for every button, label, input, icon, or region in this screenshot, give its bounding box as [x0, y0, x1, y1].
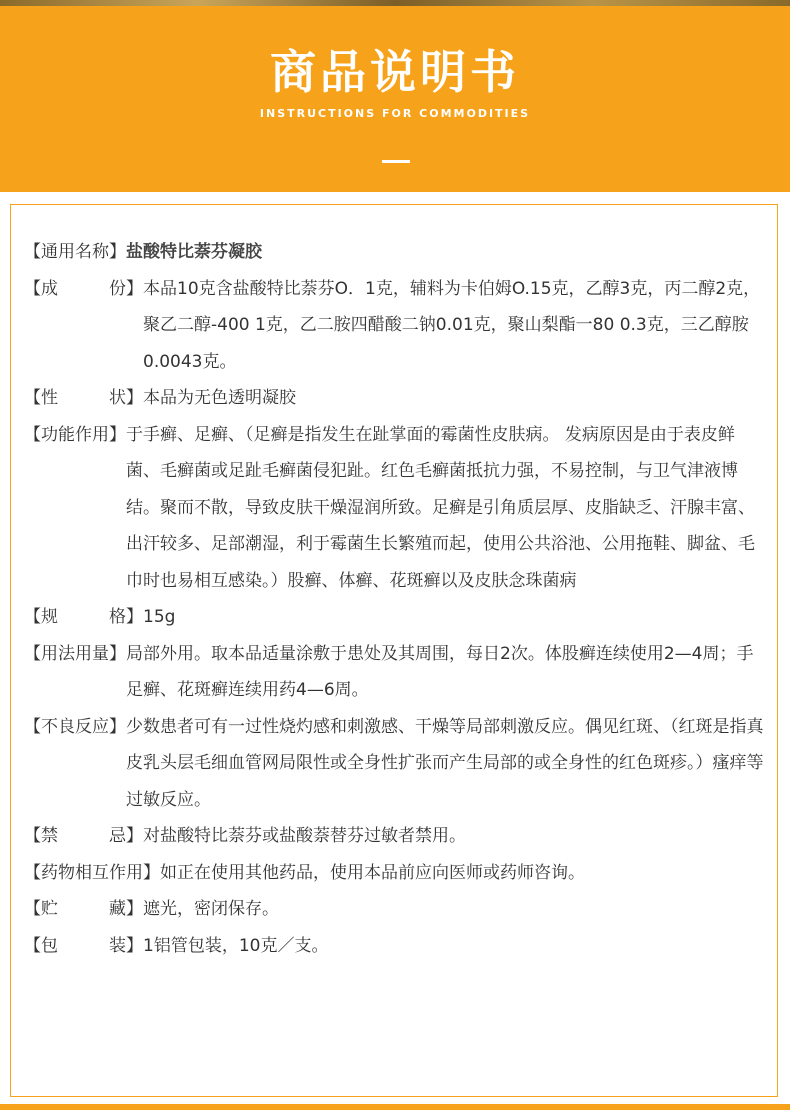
spec-row: [24, 891, 768, 928]
label-open-bracket: 【: [24, 862, 41, 883]
spec-label: [24, 271, 143, 381]
label-open-bracket: 【: [24, 242, 41, 262]
spec-label-text: [41, 891, 126, 928]
label-open-bracket: 【: [24, 643, 41, 664]
spec-label-char: 状: [109, 388, 126, 408]
spec-label-char: 藏: [109, 899, 126, 919]
label-close-bracket: 】: [109, 242, 126, 262]
spec-label-text: 功能作用: [41, 424, 109, 445]
spec-label: [24, 636, 126, 709]
spec-value: 对盐酸特比萘芬或盐酸萘替芬过敏者禁用。: [143, 826, 466, 846]
spec-value: 局部外用。取本品适量涂敷于患处及其周围，每日2次。体股癣连续使用2—4周；手足癣、花斑癣连续用药4—6周。: [126, 643, 754, 700]
label-close-bracket: 】: [109, 643, 126, 664]
spec-label-text: 不良反应: [41, 716, 109, 737]
spec-row: [24, 417, 768, 600]
spec-label-char: 贮: [41, 899, 58, 919]
page-subtitle: INSTRUCTIONS FOR COMMODITIES: [259, 107, 531, 120]
spec-label-text: 用法用量: [41, 643, 109, 664]
spec-label-char: 禁: [41, 826, 58, 846]
spec-row: [24, 928, 768, 965]
label-close-bracket: 】: [126, 899, 143, 919]
spec-row: [24, 709, 768, 819]
spec-row: [24, 855, 768, 892]
label-close-bracket: 】: [126, 607, 143, 627]
spec-label-text: 药物相互作用: [41, 862, 143, 883]
label-close-bracket: 】: [126, 935, 143, 956]
label-open-bracket: 【: [24, 424, 41, 445]
label-open-bracket: 【: [24, 935, 41, 956]
label-open-bracket: 【: [24, 899, 41, 919]
spec-label-text: [41, 928, 126, 965]
spec-label-text: [41, 271, 126, 381]
spec-label-char: 份: [109, 278, 126, 299]
spec-value: 遮光，密闭保存。: [143, 899, 279, 919]
bottom-strip: [0, 1104, 790, 1110]
spec-value: 本品为无色透明凝胶: [143, 388, 296, 408]
label-open-bracket: 【: [24, 826, 41, 846]
label-open-bracket: 【: [24, 716, 41, 737]
label-open-bracket: 【: [24, 607, 41, 627]
label-close-bracket: 】: [109, 424, 126, 445]
spec-label-char: 忌: [109, 826, 126, 846]
label-open-bracket: 【: [24, 388, 41, 408]
title-divider: [382, 160, 410, 163]
label-close-bracket: 】: [126, 826, 143, 846]
spec-label-text: [41, 599, 126, 636]
spec-label: [24, 709, 126, 819]
spec-label: [24, 380, 143, 417]
spec-value: 15g: [143, 607, 176, 627]
spec-row: [24, 636, 768, 709]
label-close-bracket: 】: [126, 278, 143, 299]
instructions-list: [24, 234, 768, 964]
spec-label: [24, 855, 160, 892]
label-close-bracket: 】: [143, 862, 160, 883]
spec-label-text: [41, 380, 126, 417]
spec-value: 本品10克含盐酸特比萘芬O．1克，辅料为卡伯姆O.15克，乙醇3克，丙二醇2克，聚乙二醇-400 1克，乙二胺四醋酸二钠0.01克，聚山梨酯一80 0.3克，三乙醇胺0.0043克。: [143, 278, 761, 372]
spec-label-text: [41, 818, 126, 855]
label-open-bracket: 【: [24, 278, 41, 299]
spec-label-char: 成: [41, 278, 58, 299]
spec-label: [24, 891, 143, 928]
spec-label: [24, 818, 143, 855]
spec-value: 1铝管包装，10克／支。: [143, 935, 329, 956]
spec-row: [24, 380, 768, 417]
spec-label-char: 装: [109, 935, 126, 956]
spec-label: [24, 417, 126, 600]
spec-label-char: 包: [41, 935, 58, 956]
spec-label: [24, 928, 143, 965]
spec-row: [24, 271, 768, 381]
instructions-panel: [0, 192, 790, 1110]
spec-value: 如正在使用其他药品，使用本品前应向医师或药师咨询。: [160, 862, 585, 883]
spec-value: 盐酸特比萘芬凝胶: [126, 242, 262, 262]
spec-row: [24, 234, 768, 271]
spec-value: 于手癣、足癣、（足癣是指发生在趾掌面的霉菌性皮肤病。 发病原因是由于表皮鲜菌、毛癣菌或足趾毛癣菌侵犯趾。红色毛癣菌抵抗力强，不易控制，与卫气津液博结。聚而不散，导致皮肤干燥湿润所致。足癣是引角质层厚、皮脂缺乏、汗腺丰富、出汗较多、足部潮湿，利于霉菌生长繁殖而起，使用公共浴池、公用拖鞋、脚盆、毛巾时也易相互感染。）股癣、体癣、花斑癣以及皮肤念珠菌病: [126, 424, 755, 591]
spec-value: 少数患者可有一过性烧灼感和刺激感、干燥等局部刺激反应。偶见红斑、（红斑是指真皮乳头层毛细血管网局限性或全身性扩张而产生局部的或全身性的红色斑疹。）瘙痒等过敏反应。: [126, 716, 764, 810]
spec-row: [24, 599, 768, 636]
spec-label-char: 格: [109, 607, 126, 627]
spec-label: [24, 234, 126, 271]
spec-label: [24, 599, 143, 636]
label-close-bracket: 】: [109, 716, 126, 737]
spec-label-char: 规: [41, 607, 58, 627]
spec-row: [24, 818, 768, 855]
page-title: 商品说明书: [270, 45, 520, 99]
spec-label-char: 性: [41, 388, 58, 408]
spec-label-text: 通用名称: [41, 242, 109, 262]
label-close-bracket: 】: [126, 388, 143, 408]
header-banner: [0, 6, 790, 192]
